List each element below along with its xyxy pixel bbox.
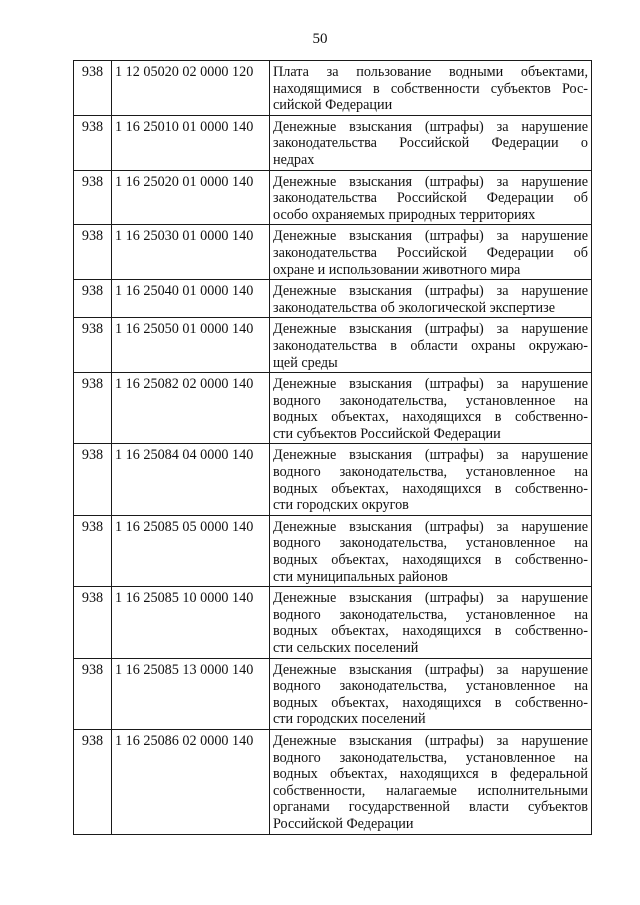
revenue-code-cell: 1 16 25085 13 0000 140 [112,658,270,729]
admin-code-cell: 938 [74,373,112,444]
revenue-code-cell: 1 16 25020 01 0000 140 [112,170,270,225]
description-line: щей среды [273,354,338,371]
table-row [74,280,592,318]
description-line: водного законодательства, установленное на [273,392,588,409]
description-line: Денежные взыскания (штрафы) за нарушение [273,321,588,338]
description-line: сти субъектов Российской Федерации [273,425,501,442]
description-line: Российской Федерации [273,815,414,832]
table-row [74,658,592,729]
description-line: законодательства Российской Федерации о [273,135,588,152]
description-line: находящимися в собственности субъектов Рос- [273,80,588,97]
description-line: недрах [273,151,315,168]
admin-code-cell: 938 [74,225,112,280]
description-line: Денежные взыскания (штрафы) за нарушение [273,376,588,393]
description-line: водных объектах, находящихся в собственно- [273,480,588,497]
description-line: водного законодательства, установленное на [273,535,588,552]
description-line: Денежные взыскания (штрафы) за нарушение [273,590,588,607]
revenue-code-cell: 1 16 25050 01 0000 140 [112,318,270,373]
description-cell [270,373,592,444]
description-line: водных объектах, находящихся в федеральной [273,766,588,783]
page-number: 50 [312,31,328,47]
table-row [74,115,592,170]
description-line: законодательства Российской Федерации об [273,190,588,207]
admin-code-cell: 938 [74,170,112,225]
table-row [74,170,592,225]
table-row [74,587,592,658]
admin-code-cell: 938 [74,280,112,318]
description-line: Денежные взыскания (штрафы) за нарушение [273,732,588,749]
description-line: Денежные взыскания (штрафы) за нарушение [273,447,588,464]
description-line: охране и использовании животного мира [273,261,521,278]
revenue-code-cell: 1 16 25010 01 0000 140 [112,115,270,170]
description-line: водного законодательства, установленное на [273,464,588,481]
revenue-codes-table [73,60,592,835]
description-line: водных объектах, находящихся в собственно- [273,552,588,569]
description-cell [270,515,592,586]
admin-code-cell: 938 [74,444,112,515]
description-cell [270,444,592,515]
admin-code-cell: 938 [74,587,112,658]
description-cell [270,587,592,658]
description-line: законодательства об экологической экспертизе [273,299,556,316]
admin-code-cell: 938 [74,729,112,834]
description-cell [270,729,592,834]
revenue-code-cell: 1 16 25086 02 0000 140 [112,729,270,834]
admin-code-cell: 938 [74,115,112,170]
description-line: водного законодательства, установленное на [273,606,588,623]
description-cell [270,658,592,729]
admin-code-cell: 938 [74,658,112,729]
revenue-code-cell: 1 16 25040 01 0000 140 [112,280,270,318]
table-row [74,225,592,280]
admin-code-cell: 938 [74,515,112,586]
description-cell [270,225,592,280]
description-line: сти городских поселений [273,711,426,728]
table-row [74,444,592,515]
revenue-code-cell: 1 12 05020 02 0000 120 [112,61,270,116]
admin-code-cell: 938 [74,61,112,116]
description-line: Денежные взыскания (штрафы) за нарушение [273,228,588,245]
table-row [74,318,592,373]
description-cell [270,318,592,373]
description-line: водного законодательства, установленное на [273,678,588,695]
revenue-code-cell: 1 16 25084 04 0000 140 [112,444,270,515]
table-row [74,515,592,586]
description-line: водных объектах, находящихся в собственно- [273,409,588,426]
description-line: Денежные взыскания (штрафы) за нарушение [273,283,588,300]
description-line: сти сельских поселений [273,640,419,656]
description-line: водного законодательства, установленное на [273,749,588,766]
description-line: сти городских округов [273,497,409,514]
description-line: законодательства в области охраны окружаю- [273,337,588,354]
table-row [74,61,592,116]
revenue-code-cell: 1 16 25085 05 0000 140 [112,515,270,586]
table-row [74,729,592,834]
description-line: Плата за пользование водными объектами, [273,64,588,80]
description-line: сти муниципальных районов [273,568,448,585]
revenue-code-cell: 1 16 25082 02 0000 140 [112,373,270,444]
description-cell [270,170,592,225]
description-line: собственности, налагаемые исполнительными [273,782,588,799]
admin-code-cell: 938 [74,318,112,373]
table-row [74,373,592,444]
description-line: особо охраняемых природных территориях [273,206,536,223]
revenue-code-cell: 1 16 25030 01 0000 140 [112,225,270,280]
description-line: водных объектах, находящихся в собственно- [273,623,588,640]
description-line: сийской Федерации [273,97,393,114]
description-cell [270,61,592,116]
description-line: Денежные взыскания (штрафы) за нарушение [273,518,588,535]
description-line: Денежные взыскания (штрафы) за нарушение [273,118,588,135]
revenue-code-cell: 1 16 25085 10 0000 140 [112,587,270,658]
description-line: органами государственной власти субъектов [273,799,588,816]
table-body [74,61,592,835]
description-line: Денежные взыскания (штрафы) за нарушение [273,661,588,678]
description-cell [270,115,592,170]
description-cell [270,280,592,318]
description-line: Денежные взыскания (штрафы) за нарушение [273,173,588,190]
description-line: законодательства Российской Федерации об [273,244,588,261]
description-line: водных объектах, находящихся в собственно- [273,694,588,711]
